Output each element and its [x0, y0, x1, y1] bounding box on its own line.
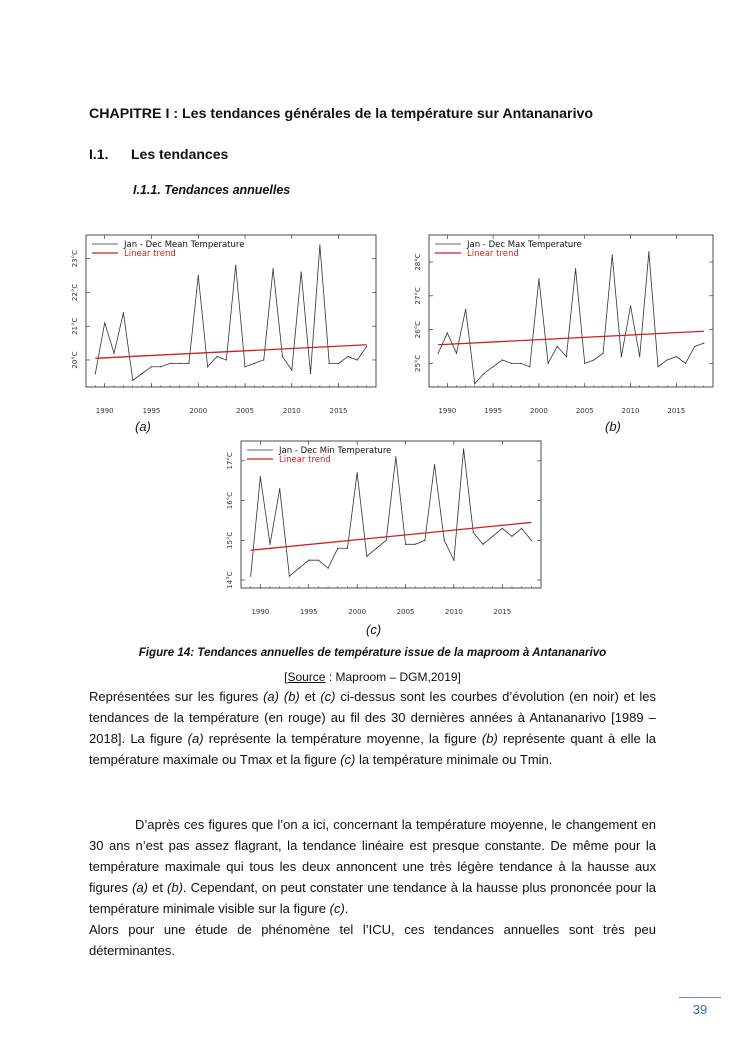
chart-a-data-point — [254, 363, 255, 364]
chart-b-data-point — [465, 309, 466, 310]
p1-text-d: représente la température moyenne, la figure — [203, 731, 482, 746]
p1-ref-b: (b) — [283, 689, 300, 704]
p1-ref-a: (a) — [263, 689, 279, 704]
chart-b-data-point — [493, 366, 494, 367]
chart-b-data-point — [667, 359, 668, 360]
p2-text-a: D’après ces figures que l’on a ici, concernant la température moyenne, le changement en 30 ans n’est pas assez flagrant, la tendance linéaire est presque constante. De même pour la température maximale qui tous les deux annoncent une très légère tendance à la hausse aux figures — [89, 817, 656, 895]
chart-b-data-point — [547, 363, 548, 364]
chart-a-ytick-label: 23°C — [71, 249, 79, 268]
paragraph-1 — [89, 686, 656, 770]
chart-a-data-point — [188, 363, 189, 364]
chart-b-ytick-label: 25°C — [414, 354, 422, 373]
panel-label-a: (a) — [135, 419, 151, 434]
page-number-rule — [679, 997, 721, 998]
chart-a-ytick-label: 20°C — [71, 351, 79, 369]
chart-c — [218, 436, 548, 622]
chart-b-xtick-label: 2010 — [621, 407, 640, 415]
chart-c-ytick-label: 17°C — [226, 452, 234, 470]
chart-a-data-point — [282, 356, 283, 357]
chart-a-xtick-label: 1990 — [95, 407, 114, 415]
chart-a-data-point — [357, 359, 358, 360]
chart-a-xtick-label: 2005 — [236, 407, 254, 415]
chart-a — [60, 228, 390, 418]
p1-text-a: Représentées sur les figures — [89, 689, 264, 704]
chart-b-ytick-label: 28°C — [414, 253, 422, 271]
chart-b-svg — [403, 228, 723, 418]
chart-c-data-point — [531, 540, 532, 541]
chart-a-svg — [60, 228, 390, 418]
chart-c-xtick-label: 2000 — [348, 608, 367, 616]
chart-a-xtick-label: 2000 — [189, 407, 208, 415]
chart-c-data-point — [463, 448, 464, 449]
chart-c-data-point — [386, 540, 387, 541]
chart-c-data-point — [395, 456, 396, 457]
chart-c-data-point — [424, 540, 425, 541]
figure-source — [0, 670, 745, 684]
chart-a-xtick-label: 1995 — [142, 407, 161, 415]
chart-c-data-point — [347, 548, 348, 549]
chart-a-data-point — [95, 373, 96, 374]
source-open: [ — [284, 670, 288, 684]
chart-b-data-point — [438, 353, 439, 354]
chart-a-data-point — [263, 359, 264, 360]
chart-b-data-point — [602, 353, 603, 354]
chart-c-xtick-label: 2005 — [396, 608, 415, 616]
chart-c-svg — [218, 436, 548, 622]
source-label: Source — [287, 670, 326, 684]
chart-b-data-point — [621, 356, 622, 357]
chart-c-data-point — [444, 540, 445, 541]
chart-a-data-point — [347, 356, 348, 357]
subsection-title: I.1.1. Tendances annuelles — [133, 183, 291, 197]
chart-c-xtick-label: 2010 — [444, 608, 463, 616]
chart-c-data-point — [482, 544, 483, 545]
section-title: Les tendances — [131, 146, 229, 162]
figure-caption: Figure 14: Tendances annuelles de température issue de la maproom à Antananarivo — [138, 646, 607, 659]
chart-b-data-point — [612, 255, 613, 256]
chart-a-ytick-label: 22°C — [71, 283, 79, 302]
chart-b-data-point — [538, 278, 539, 279]
chart-b-xtick-label: 1990 — [438, 407, 457, 415]
chart-a-data-point — [170, 363, 171, 364]
chart-c-legend-trend: Linear trend — [279, 455, 331, 465]
chart-a-data-point — [235, 265, 236, 266]
chart-a-xtick-label: 2015 — [329, 407, 348, 415]
chart-c-data-point — [250, 575, 251, 576]
chart-b-xtick-label: 2000 — [530, 407, 548, 415]
chart-a-data-point — [123, 312, 124, 313]
chart-b-data-point — [447, 332, 448, 333]
chapter-title: CHAPITRE I : Les tendances générales de la température sur Antananarivo — [89, 106, 594, 122]
chart-b-data-point — [566, 356, 567, 357]
chart-c-data-point — [357, 472, 358, 473]
p1-ref-a2: (a) — [187, 731, 204, 746]
chart-a-ytick-label: 21°C — [71, 317, 79, 335]
chart-b-legend-series: Jan - Dec Max Temperature — [467, 240, 582, 250]
source-text: : Maproom – DGM,2019] — [325, 670, 461, 684]
chart-b-legend-trend: Linear trend — [467, 249, 519, 259]
panel-label-b: (b) — [605, 419, 621, 434]
chart-c-data-point — [327, 568, 328, 569]
chart-a-data-point — [291, 370, 292, 371]
chart-c-xtick-label: 2015 — [493, 608, 512, 616]
chart-b-xtick-label: 2005 — [575, 407, 594, 415]
chart-a-data-point — [151, 366, 152, 367]
chart-c-data-point — [473, 532, 474, 533]
chart-b-data-point — [630, 305, 631, 306]
chart-b-data-point — [502, 359, 503, 360]
chart-a-xtick-label: 2010 — [282, 407, 301, 415]
chart-a-data-point — [132, 380, 133, 381]
chart-c-data-point — [376, 548, 377, 549]
chart-c-ytick-label: 15°C — [226, 531, 234, 549]
chart-b-data-point — [685, 363, 686, 364]
chart-b-xtick-label: 2015 — [667, 407, 686, 415]
chart-c-data-point — [318, 560, 319, 561]
chart-b-data-point — [584, 363, 585, 364]
chart-b — [403, 228, 723, 418]
chart-a-data-point — [207, 366, 208, 367]
chart-a-data-point — [198, 275, 199, 276]
chart-a-data-point — [179, 363, 180, 364]
section-number: I.1. — [89, 146, 109, 162]
p1-text-c: ci-dessus sont les courbes d’évolution (en noir) et les tendances de la température (en rouge) au fil des 30 dernières années à Antananarivo [1989 – 2018]. La figure — [89, 689, 657, 746]
chart-a-data-point — [310, 373, 311, 374]
p1-ref-c2: (c) — [340, 752, 356, 767]
paragraph-3: Alors pour une étude de phénomène tel l’ICU, ces tendances annuelles sont très peu déterminantes. — [89, 922, 656, 958]
chart-b-data-point — [557, 346, 558, 347]
p1-text-e: représente quant à elle la température maximale ou Tmax et la figure — [89, 731, 656, 767]
chart-b-data-point — [648, 251, 649, 252]
chart-a-data-point — [366, 346, 367, 347]
chart-a-data-point — [216, 356, 217, 357]
p1-ref-c: (c) — [320, 689, 336, 704]
chart-a-legend-series: Jan - Dec Mean Temperature — [124, 240, 245, 250]
chart-c-data-point — [492, 536, 493, 537]
chart-a-data-point — [226, 359, 227, 360]
chart-b-xtick-label: 1995 — [484, 407, 503, 415]
chart-c-data-point — [405, 544, 406, 545]
chart-c-data-point — [279, 488, 280, 489]
chart-c-data-point — [289, 575, 290, 576]
chart-b-data-point — [575, 268, 576, 269]
chart-c-xtick-label: 1990 — [251, 608, 270, 616]
chart-a-data-point — [104, 322, 105, 323]
panel-label-c: (c) — [366, 622, 382, 637]
p1-text-f: la température minimale ou Tmin. — [355, 752, 553, 767]
chart-b-data-point — [593, 359, 594, 360]
chart-c-data-point — [511, 536, 512, 537]
chart-c-data-point — [269, 544, 270, 545]
chart-b-data-point — [529, 366, 530, 367]
chart-a-data-point — [301, 272, 302, 273]
chart-c-data-point — [502, 528, 503, 529]
chart-c-xtick-label: 1995 — [299, 608, 318, 616]
chart-a-legend-trend: Linear trend — [124, 249, 176, 259]
chart-c-data-point — [521, 528, 522, 529]
chart-a-data-point — [329, 363, 330, 364]
page-number: 39 — [692, 1002, 708, 1017]
p2-ref-a: (a) — [132, 880, 148, 895]
chart-c-ytick-label: 14°C — [226, 571, 234, 589]
chart-b-data-point — [456, 353, 457, 354]
chart-c-data-point — [260, 476, 261, 477]
chart-a-data-point — [244, 366, 245, 367]
p2-text-d: . — [344, 901, 349, 916]
p1-ref-b2: (b) — [481, 731, 498, 746]
chart-c-legend-series: Jan - Dec Min Temperature — [279, 446, 392, 456]
p2-ref-b: (b) — [167, 880, 183, 895]
chart-b-data-point — [657, 366, 658, 367]
p2-text-c: . Cependant, on peut constater une tendance à la hausse plus prononcée pour la température minimale visible sur la figure — [89, 880, 656, 916]
paragraph-2 — [89, 814, 656, 961]
chart-c-data-point — [434, 464, 435, 465]
chart-c-data-point — [415, 544, 416, 545]
chart-c-ytick-label: 16°C — [226, 491, 234, 510]
chart-c-data-point — [337, 548, 338, 549]
chart-b-data-point — [676, 356, 677, 357]
chart-c-data-point — [366, 556, 367, 557]
chart-b-data-point — [474, 383, 475, 384]
chart-b-data-point — [511, 363, 512, 364]
chart-c-data-point — [298, 568, 299, 569]
chart-a-data-point — [272, 268, 273, 269]
chart-b-data-point — [483, 373, 484, 374]
p1-text-b: et — [299, 689, 321, 704]
chart-c-data-point — [453, 560, 454, 561]
p2-text-b: et — [148, 880, 168, 895]
chart-a-data-point — [142, 373, 143, 374]
chart-b-ytick-label: 27°C — [414, 287, 422, 305]
chart-b-data-point — [694, 346, 695, 347]
chart-b-data-point — [639, 356, 640, 357]
chart-a-data-point — [319, 245, 320, 246]
chart-b-data-point — [703, 342, 704, 343]
chart-a-data-point — [338, 363, 339, 364]
chart-b-data-point — [520, 363, 521, 364]
chart-b-ytick-label: 26°C — [414, 320, 422, 339]
chart-a-data-point — [113, 353, 114, 354]
p2-ref-c: (c) — [329, 901, 345, 916]
chart-a-data-point — [160, 366, 161, 367]
chart-c-data-point — [308, 560, 309, 561]
